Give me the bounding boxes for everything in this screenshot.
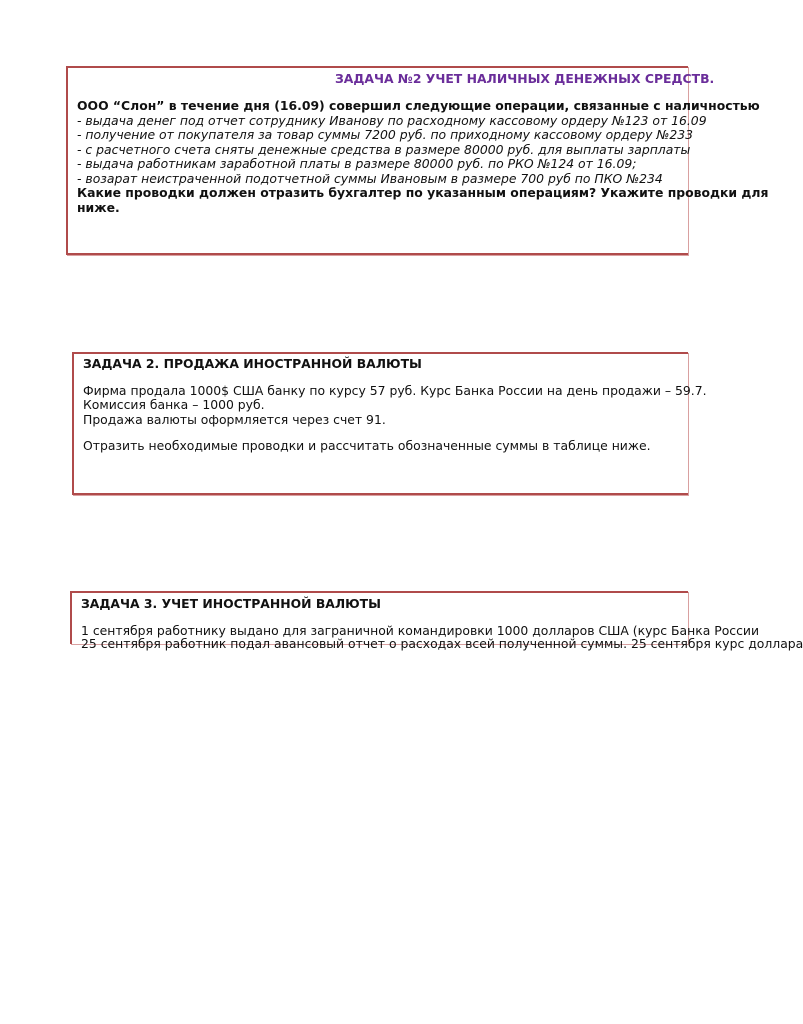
spacer [83, 372, 688, 384]
task-question: Какие проводки должен отразить бухгалтер по указанным операциям? Укажите проводки для [77, 185, 769, 200]
task-text-line: 25 сентября работник подал авансовый отчет о расходах всей полученной суммы. 25 сентября курс доллара [81, 635, 803, 651]
task-title: ЗАДАЧА 3. УЧЕТ ИНОСТРАННОЙ ВАЛЮТЫ [81, 596, 381, 611]
task-intro: ООО “Слон” в течение дня (16.09) совершил следующие операции, связанные с наличностью [77, 98, 760, 113]
task-title: ЗАДАЧА №2 УЧЕТ НАЛИЧНЫХ ДЕНЕЖНЫХ СРЕДСТВ. [335, 71, 715, 86]
operation-item: - выдача денег под отчет сотруднику Иванову по расходному кассовому ордеру №123 от 16.09 [77, 112, 707, 128]
task-currency-sale [72, 352, 707, 495]
operation-item: - выдача работникам заработной платы в размере 80000 руб. по РКО №124 от 16.09; [77, 156, 637, 171]
operation-item: - с расчетного счета сняты денежные средства в размере 80000 руб. для выплаты зарплаты [77, 141, 691, 157]
task-text-line: Фирма продала 1000$ США банку по курсу 57 руб. Курс Банка России на день продажи – 59.7. [83, 382, 707, 398]
operation-item: - возарат неистраченной подотчетной суммы Ивановым в размере 700 руб по ПКО №234 [77, 170, 663, 186]
task-text-line: Комиссия банка – 1000 руб. [83, 397, 265, 412]
task-foreign-currency [70, 591, 803, 651]
task-text-line: Продажа валюты оформляется через счет 91. [83, 411, 386, 427]
spacer [81, 612, 688, 624]
task-question-continued: ниже. [77, 199, 120, 215]
task-title: ЗАДАЧА 2. ПРОДАЖА ИНОСТРАННОЙ ВАЛЮТЫ [83, 356, 422, 371]
task-cash-accounting [66, 66, 769, 255]
task-text-line: 1 сентября работнику выдано для заграничной командировки 1000 долларов США (курс Банка России [81, 622, 760, 638]
task-instruction: Отразить необходимые проводки и рассчитать обозначенные суммы в таблице ниже. [83, 438, 651, 453]
operation-item: - получение от покупателя за товар суммы 7200 руб. по приходному кассовому ордеру №233 [77, 127, 693, 142]
